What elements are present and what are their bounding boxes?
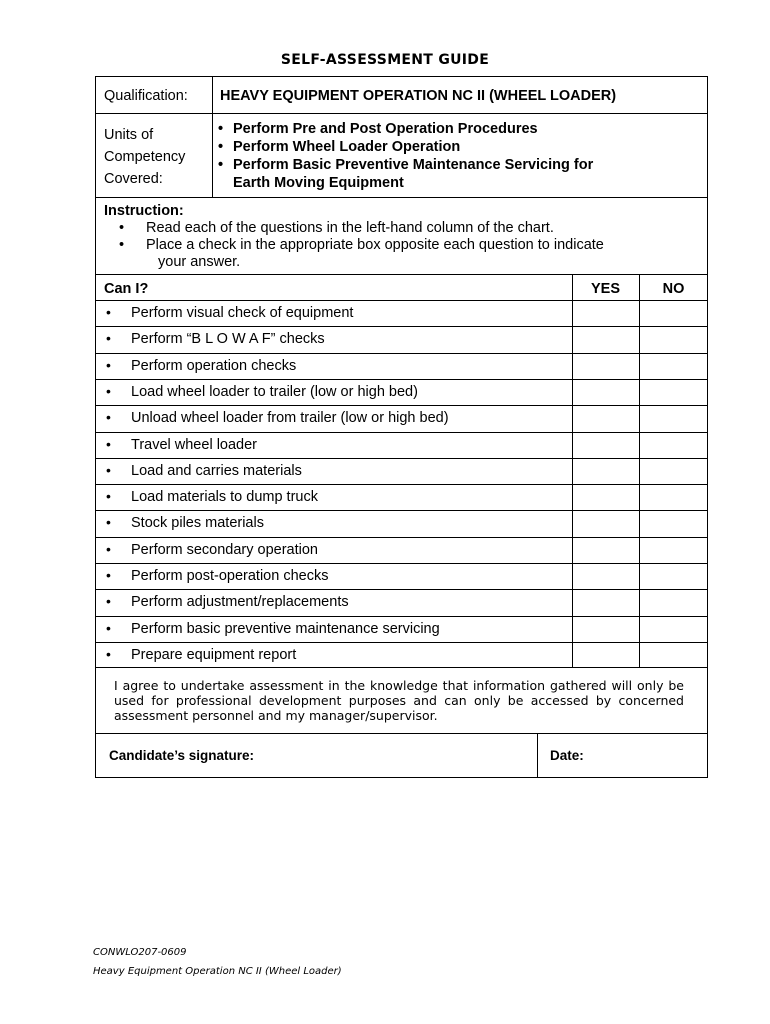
bullet-icon: • bbox=[106, 540, 111, 557]
bullet-icon: • bbox=[106, 619, 111, 636]
yes-checkbox-cell[interactable] bbox=[574, 406, 637, 430]
no-checkbox-cell[interactable] bbox=[641, 433, 706, 457]
units-label bbox=[104, 124, 185, 190]
units-label-line: Competency bbox=[104, 149, 186, 165]
instruction-list bbox=[104, 220, 604, 271]
qualification-divider bbox=[212, 76, 213, 197]
no-checkbox-cell[interactable] bbox=[641, 301, 706, 325]
checklist-row bbox=[96, 353, 572, 379]
instruction-heading: Instruction: bbox=[104, 203, 184, 219]
checklist-row bbox=[96, 563, 572, 589]
checklist-item-text: Travel wheel loader bbox=[131, 436, 257, 453]
checklist-item-text: Load wheel loader to trailer (low or high bed) bbox=[131, 383, 418, 400]
bullet-icon: • bbox=[106, 409, 111, 426]
no-column-divider bbox=[639, 274, 640, 668]
yes-checkbox-cell[interactable] bbox=[574, 617, 637, 641]
bullet-icon: • bbox=[106, 514, 111, 531]
row-divider bbox=[95, 113, 708, 114]
checklist-row bbox=[96, 405, 572, 431]
checklist-row bbox=[96, 589, 572, 615]
checklist-row bbox=[96, 537, 572, 563]
checklist-item-text: Perform “B L O W A F” checks bbox=[131, 331, 325, 348]
yes-checkbox-cell[interactable] bbox=[574, 459, 637, 483]
can-i-header: Can I? bbox=[104, 281, 149, 297]
bullet-icon: • bbox=[106, 567, 111, 583]
qualification-value: HEAVY EQUIPMENT OPERATION NC II (WHEEL LOADER) bbox=[220, 88, 617, 104]
checklist-row bbox=[96, 432, 572, 458]
units-list bbox=[216, 120, 593, 192]
unit-item: • Perform Basic Preventive Maintenance Servicing for Earth Moving Equipment bbox=[216, 156, 593, 192]
date-label: Date: bbox=[550, 748, 584, 763]
no-header: NO bbox=[662, 281, 685, 297]
no-checkbox-cell[interactable] bbox=[641, 485, 706, 509]
agreement-divider bbox=[95, 733, 708, 734]
document-title: SELF-ASSESSMENT GUIDE bbox=[280, 52, 490, 68]
bullet-icon: • bbox=[106, 356, 111, 373]
checklist-row bbox=[96, 642, 572, 668]
yes-checkbox-cell[interactable] bbox=[574, 485, 637, 509]
yes-checkbox-cell[interactable] bbox=[574, 643, 637, 667]
qualification-label: Qualification: bbox=[104, 88, 188, 104]
yes-checkbox-cell[interactable] bbox=[574, 327, 637, 351]
no-checkbox-cell[interactable] bbox=[641, 511, 706, 535]
bullet-icon: • bbox=[106, 304, 111, 320]
checklist-item-text: Load and carries materials bbox=[131, 462, 302, 479]
no-checkbox-cell[interactable] bbox=[641, 406, 706, 430]
checklist-row bbox=[96, 326, 572, 352]
checklist-item-text: Prepare equipment report bbox=[131, 646, 297, 663]
checklist-row bbox=[96, 458, 572, 484]
candidate-signature-label: Candidate’s signature: bbox=[109, 748, 255, 763]
units-label-line: Covered: bbox=[104, 171, 163, 187]
bullet-icon: • bbox=[106, 461, 111, 478]
checklist-row bbox=[96, 510, 572, 536]
no-checkbox-cell[interactable] bbox=[641, 380, 706, 404]
yes-checkbox-cell[interactable] bbox=[574, 354, 637, 378]
row-divider bbox=[95, 274, 708, 275]
no-checkbox-cell[interactable] bbox=[641, 538, 706, 562]
checklist-row bbox=[96, 379, 572, 405]
yes-header: YES bbox=[590, 281, 620, 297]
bullet-icon: • bbox=[106, 330, 111, 347]
signature-divider bbox=[537, 733, 538, 778]
checklist-item-text: Perform basic preventive maintenance servicing bbox=[131, 620, 440, 637]
checklist-row bbox=[96, 300, 572, 326]
yes-column-divider bbox=[572, 274, 573, 668]
checklist-item-text: Perform operation checks bbox=[131, 357, 297, 374]
bullet-icon: • bbox=[106, 645, 111, 662]
yes-checkbox-cell[interactable] bbox=[574, 433, 637, 457]
checklist-item-text: Stock piles materials bbox=[131, 515, 264, 532]
footer-qualification: Heavy Equipment Operation NC II (Wheel Loader) bbox=[93, 966, 342, 977]
instruction-item: • Place a check in the appropriate box opposite each question to indicate your answer. bbox=[119, 237, 604, 270]
checklist-item-text: Perform visual check of equipment bbox=[131, 305, 354, 321]
checklist-item-text: Perform adjustment/replacements bbox=[131, 594, 349, 611]
agreement-text: I agree to undertake assessment in the knowledge that information gathered will only be used for professional development purposes and can only be accessed by concerned assessment personnel and my manager/supervisor. bbox=[114, 678, 684, 723]
yes-checkbox-cell[interactable] bbox=[574, 380, 637, 404]
no-checkbox-cell[interactable] bbox=[641, 327, 706, 351]
bullet-icon: • bbox=[106, 435, 111, 452]
checklist-item-text: Unload wheel loader from trailer (low or high bed) bbox=[131, 410, 449, 427]
no-checkbox-cell[interactable] bbox=[641, 643, 706, 667]
units-label-line: Units of bbox=[104, 127, 154, 143]
checklist-row bbox=[96, 484, 572, 510]
checklist-item-text: Perform post-operation checks bbox=[131, 568, 329, 584]
checklist-row bbox=[96, 616, 572, 642]
yes-checkbox-cell[interactable] bbox=[574, 564, 637, 588]
row-divider bbox=[95, 197, 708, 198]
no-checkbox-cell[interactable] bbox=[641, 564, 706, 588]
no-checkbox-cell[interactable] bbox=[641, 354, 706, 378]
checklist-item-text: Perform secondary operation bbox=[131, 541, 318, 558]
footer-code: CONWLO207-0609 bbox=[93, 947, 187, 958]
unit-item: • Perform Pre and Post Operation Procedures bbox=[216, 120, 593, 138]
bullet-icon: • bbox=[106, 382, 111, 399]
bullet-icon: • bbox=[106, 488, 111, 505]
bullet-icon: • bbox=[106, 593, 111, 610]
yes-checkbox-cell[interactable] bbox=[574, 590, 637, 614]
yes-checkbox-cell[interactable] bbox=[574, 511, 637, 535]
no-checkbox-cell[interactable] bbox=[641, 590, 706, 614]
no-checkbox-cell[interactable] bbox=[641, 459, 706, 483]
yes-checkbox-cell[interactable] bbox=[574, 301, 637, 325]
yes-checkbox-cell[interactable] bbox=[574, 538, 637, 562]
no-checkbox-cell[interactable] bbox=[641, 617, 706, 641]
unit-item: • Perform Wheel Loader Operation bbox=[216, 138, 593, 156]
instruction-item: • Read each of the questions in the left-hand column of the chart. bbox=[119, 220, 554, 236]
checklist-item-text: Load materials to dump truck bbox=[131, 489, 318, 506]
